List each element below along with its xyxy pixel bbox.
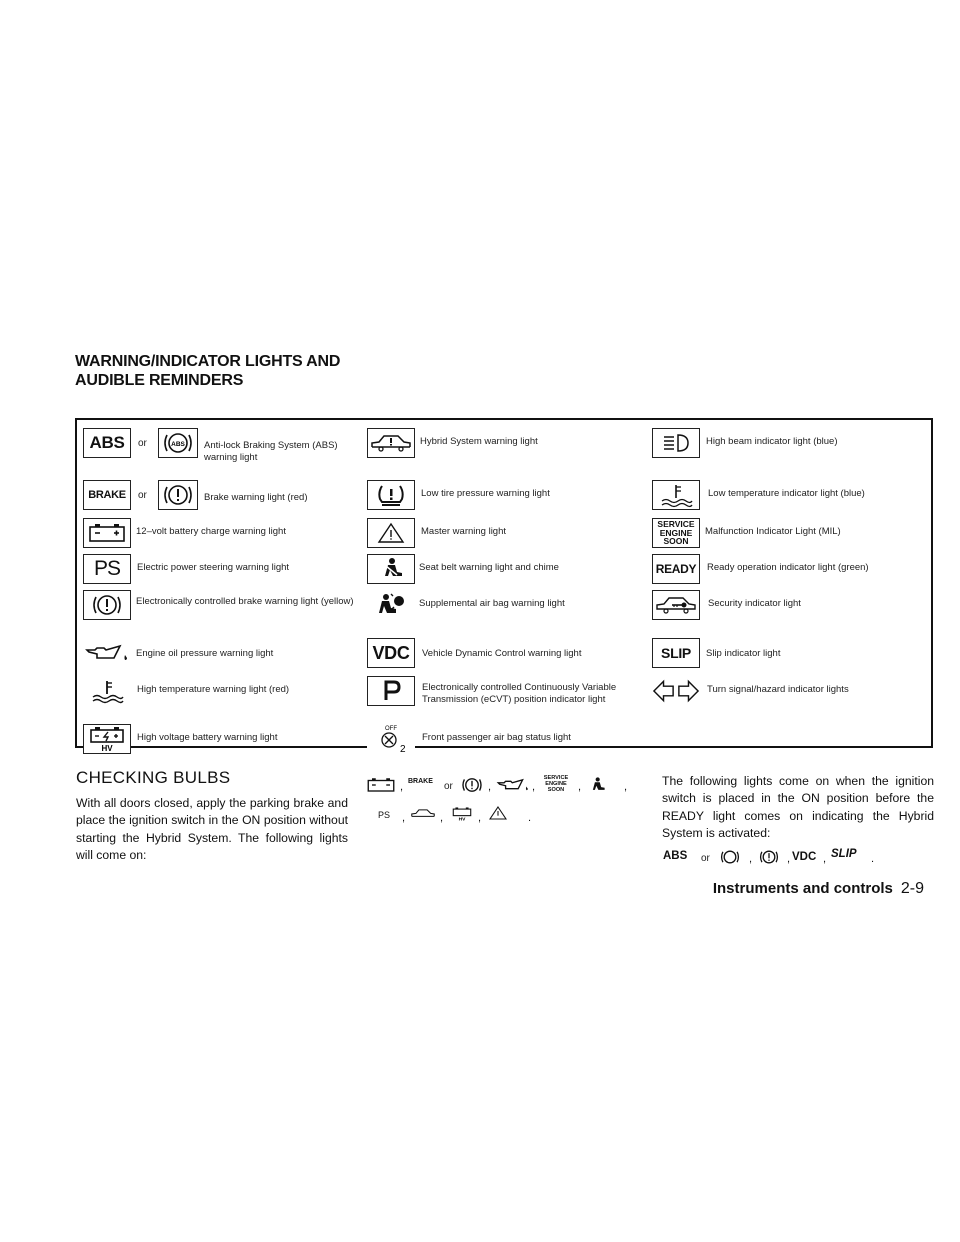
ps-box-icon (83, 554, 131, 584)
abs-box-label: ABS (89, 433, 125, 452)
brake-box-label: BRAKE (88, 489, 126, 501)
ecb-circle-icon (83, 590, 131, 620)
checking-para2: The following lights come on when the ignition switch is placed in the ON position before the READY light comes on indicating the Hybrid System is activated: (662, 774, 934, 840)
passenger-label: Front passenger air bag status light (422, 732, 571, 743)
or-label: or (701, 853, 710, 864)
passenger-number-label: 2 (400, 744, 406, 754)
list-comma: , (478, 812, 482, 824)
bulb-list-2 (663, 848, 933, 872)
section-title-line1: WARNING/INDICATOR LIGHTS AND (75, 353, 341, 370)
list-comma: , (749, 853, 753, 865)
oil-can-icon (83, 638, 131, 668)
list-comma: , (578, 781, 582, 793)
ecvt-label: Electronically controlled Continuously Variable Transmission (eCVT) position indicator light (422, 682, 617, 705)
slip-box-icon (652, 638, 700, 668)
vdc-inline-label: VDC (792, 851, 817, 863)
seatbelt-label: Seat belt warning light and chime (419, 562, 559, 573)
abs-label: Anti-lock Braking System (ABS) warning light (204, 440, 338, 463)
service-engine-soon-icon (652, 518, 700, 548)
oil-label: Engine oil pressure warning light (136, 648, 274, 659)
ready-label: Ready operation indicator light (green) (707, 562, 869, 573)
battery-icon (83, 518, 131, 548)
list-comma: , (624, 781, 628, 793)
slip-box-label: SLIP (661, 645, 691, 661)
page-footer (713, 880, 924, 898)
mil-box-label: SERVICE ENGINE SOON (657, 519, 695, 547)
high-temp-icon (83, 676, 131, 706)
ecb-label: Electronically controlled brake warning light (yellow) (136, 596, 354, 607)
hybrid-label: Hybrid System warning light (420, 436, 538, 447)
vdc-box-icon (367, 638, 415, 668)
brake-inline-label: BRAKE (408, 778, 433, 785)
list-comma: , (400, 781, 404, 793)
hv-label: HV (101, 744, 113, 753)
hv-battery-label: High voltage battery warning light (137, 732, 278, 743)
bulb-list-1 (366, 776, 641, 826)
security-icon (652, 590, 700, 620)
high-temp-label: High temperature warning light (red) (137, 684, 290, 695)
brake-label: Brake warning light (red) (204, 492, 308, 503)
brake-box-icon (83, 480, 131, 510)
list-comma: , (823, 853, 827, 865)
eps-label: Electric power steering warning light (137, 562, 290, 573)
off-label: OFF (385, 726, 397, 732)
footer-page-number: 2-9 (900, 880, 924, 897)
ecvt-position-icon (367, 676, 415, 706)
airbag-icon (367, 590, 415, 620)
low-temp-label: Low temperature indicator light (blue) (708, 488, 865, 499)
vdc-box-label: VDC (372, 642, 410, 663)
low-temp-icon (652, 480, 700, 510)
or-label: or (138, 490, 147, 501)
ready-box-label: READY (655, 562, 697, 576)
high-beam-label: High beam indicator light (blue) (706, 436, 838, 447)
airbag-label: Supplemental air bag warning light (419, 598, 565, 609)
hybrid-system-icon (410, 806, 436, 822)
abs-inline-label: ABS (663, 850, 688, 862)
mil-label: Malfunction Indicator Light (MIL) (705, 526, 841, 537)
ps-inline-label: PS (378, 810, 391, 820)
checking-bulbs-heading: CHECKING BULBS (76, 768, 231, 787)
footer-chapter: Instruments and controls (712, 880, 893, 897)
battery-label: 12–volt battery charge warning light (136, 526, 286, 537)
high-beam-icon (652, 428, 700, 458)
turn-label: Turn signal/hazard indicator lights (707, 684, 849, 695)
passenger-airbag-status-icon (367, 724, 415, 754)
or-label: or (444, 781, 453, 792)
seat-belt-icon (586, 776, 608, 794)
section-title-line2: AUDIBLE REMINDERS (75, 372, 244, 389)
oil-can-icon (496, 776, 530, 794)
seat-belt-icon (367, 554, 415, 584)
checking-para1: With all doors closed, apply the parking brake and place the ignition switch in the ON position without starting the Hybrid System. The following lights will come on: (76, 796, 348, 862)
hv-battery-icon (83, 724, 131, 754)
master-label: Master warning light (421, 526, 507, 537)
ready-box-icon (652, 554, 700, 584)
brake-circle-icon (158, 480, 198, 510)
list-comma: , (787, 853, 791, 865)
abs-box-icon (83, 428, 131, 458)
security-label: Security indicator light (708, 598, 801, 609)
turn-signal-icon (652, 676, 700, 706)
hv-label: HV (458, 817, 466, 823)
or-label: or (138, 438, 147, 449)
tire-label: Low tire pressure warning light (421, 488, 550, 499)
section-title (75, 352, 340, 390)
list-period: . (871, 853, 875, 865)
list-comma: , (402, 812, 406, 824)
hybrid-system-icon (367, 428, 415, 458)
master-warning-icon (488, 805, 508, 821)
hv-battery-icon (450, 804, 474, 824)
abs-circle-icon (719, 848, 741, 866)
ps-box-label: PS (93, 557, 120, 580)
mil-inline-label: SERVICE ENGINE SOON (543, 775, 569, 793)
abs-circle-icon (158, 428, 198, 458)
list-period: . (528, 812, 532, 824)
slip-label: Slip indicator light (706, 648, 781, 659)
vdc-label: Vehicle Dynamic Control warning light (422, 648, 582, 659)
brake-circle-icon (460, 776, 484, 794)
list-comma: , (532, 781, 536, 793)
battery-icon (366, 776, 396, 794)
master-warning-icon (367, 518, 415, 548)
list-comma: , (440, 812, 444, 824)
abs-symbol-text: ABS (171, 441, 185, 448)
slip-inline-label: SLIP (831, 848, 857, 860)
indicator-lights-table (75, 418, 933, 754)
tire-pressure-icon (367, 480, 415, 510)
list-comma: , (488, 781, 492, 793)
brake-circle-icon (758, 848, 780, 866)
